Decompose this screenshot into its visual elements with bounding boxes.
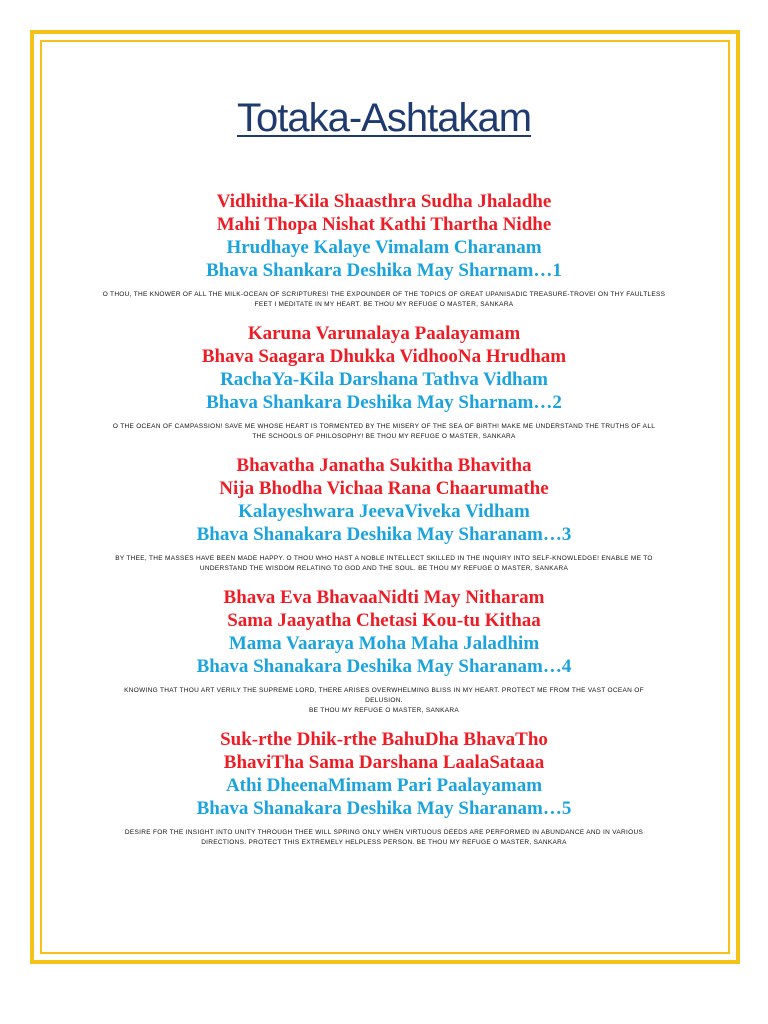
verse-line: Karuna Varunalaya Paalayamam bbox=[247, 323, 521, 344]
translation-line: FEET I MEDITATE IN MY HEART. BE THOU MY REFUGE O MASTER, SANKARA bbox=[254, 301, 514, 308]
verse-line: Kalayeshwara JeevaViveka Vidham bbox=[238, 501, 530, 522]
translation-line: DIRECTIONS. PROTECT THIS EXTREMELY HELPLESS PERSON. BE THOU MY REFUGE O MASTER, SANKARA bbox=[201, 839, 567, 846]
verse-line: Athi DheenaMimam Pari Paalayamam bbox=[225, 775, 543, 796]
verse-line: Bhava Shanakara Deshika May Sharanam…5 bbox=[196, 798, 572, 819]
verse-5 bbox=[80, 728, 688, 848]
verse-1 bbox=[80, 190, 688, 310]
translation-line: O THE OCEAN OF CAMPASSION! SAVE ME WHOSE HEART IS TORMENTED BY THE MISERY OF THE SEA OF BIRTH! MAKE ME UNDERSTAND THE TRUTHS OF ALL bbox=[112, 423, 656, 430]
verse-line: Suk-rthe Dhik-rthe BahuDha BhavaTho bbox=[220, 729, 548, 750]
translation-line: DESIRE FOR THE INSIGHT INTO UNITY THROUGH THEE WILL SPRING ONLY WHEN VIRTUOUS DEEDS ARE PERFORMED IN ABUNDANCE AND IN VARIOUS bbox=[124, 829, 644, 836]
verse-line: Bhava Shanakara Deshika May Sharanam…4 bbox=[196, 656, 572, 677]
translation-line: O THOU, THE KNOWER OF ALL THE MILK-OCEAN OF SCRIPTURES! THE EXPOUNDER OF THE TOPICS OF GREAT UPANISADIC TREASURE-TROVE! ON THY FAULTLESS bbox=[102, 291, 666, 298]
verse-line: Sama Jaayatha Chetasi Kou-tu Kithaa bbox=[227, 610, 541, 631]
verses-container bbox=[80, 190, 688, 860]
translation-line: BE THOU MY REFUGE O MASTER, SANKARA bbox=[308, 707, 460, 714]
verse-2 bbox=[80, 322, 688, 442]
verse-line: Bhava Shanakara Deshika May Sharanam…3 bbox=[196, 524, 572, 545]
verse-line: Vidhitha-Kila Shaasthra Sudha Jhaladhe bbox=[216, 191, 552, 212]
verse-3 bbox=[80, 454, 688, 574]
verse-line: Hrudhaye Kalaye Vimalam Charanam bbox=[226, 237, 542, 258]
verse-translation bbox=[100, 686, 668, 716]
page-title: Totaka-Ashtakam bbox=[236, 96, 532, 140]
verse-line: Mahi Thopa Nishat Kathi Thartha Nidhe bbox=[216, 214, 552, 235]
verse-translation bbox=[100, 828, 668, 848]
verse-line: Nija Bhodha Vichaa Rana Chaarumathe bbox=[219, 478, 549, 499]
verse-line: RachaYa-Kila Darshana Tathva Vidham bbox=[220, 369, 548, 390]
verse-translation bbox=[100, 290, 668, 310]
translation-line: THE SCHOOLS OF PHILOSOPHY! BE THOU MY REFUGE O MASTER, SANKARA bbox=[252, 433, 516, 440]
verse-translation bbox=[100, 422, 668, 442]
translation-line: BY THEE, THE MASSES HAVE BEEN MADE HAPPY. O THOU WHO HAST A NOBLE INTELLECT SKILLED IN THE INQUIRY INTO SELF-KNOWLEDGE! ENABLE ME TO bbox=[115, 555, 653, 562]
verse-4 bbox=[80, 586, 688, 716]
verse-line: BhaviTha Sama Darshana LaalaSataaa bbox=[223, 752, 545, 773]
translation-line: KNOWING THAT THOU ART VERILY THE SUPREME LORD, THERE ARISES OVERWHELMING BLISS IN MY HEART. PROTECT ME FROM THE VAST OCEAN OF bbox=[124, 687, 644, 694]
verse-line: Bhava Saagara Dhukka VidhooNa Hrudham bbox=[201, 346, 567, 367]
verse-line: Bhava Shankara Deshika May Sharnam…2 bbox=[206, 392, 562, 413]
verse-line: Bhava Shankara Deshika May Sharnam…1 bbox=[206, 260, 562, 281]
verse-line: Bhavatha Janatha Sukitha Bhavitha bbox=[236, 455, 532, 476]
translation-line: UNDERSTAND THE WISDOM RELATING TO GOD AND THE SOUL. BE THOU MY REFUGE O MASTER, SANKARA bbox=[199, 565, 569, 572]
translation-line: DELUSION. bbox=[365, 697, 403, 704]
verse-line: Mama Vaaraya Moha Maha Jaladhim bbox=[228, 633, 540, 654]
verse-line: Bhava Eva BhavaaNidti May Nitharam bbox=[223, 587, 545, 608]
verse-translation bbox=[100, 554, 668, 574]
